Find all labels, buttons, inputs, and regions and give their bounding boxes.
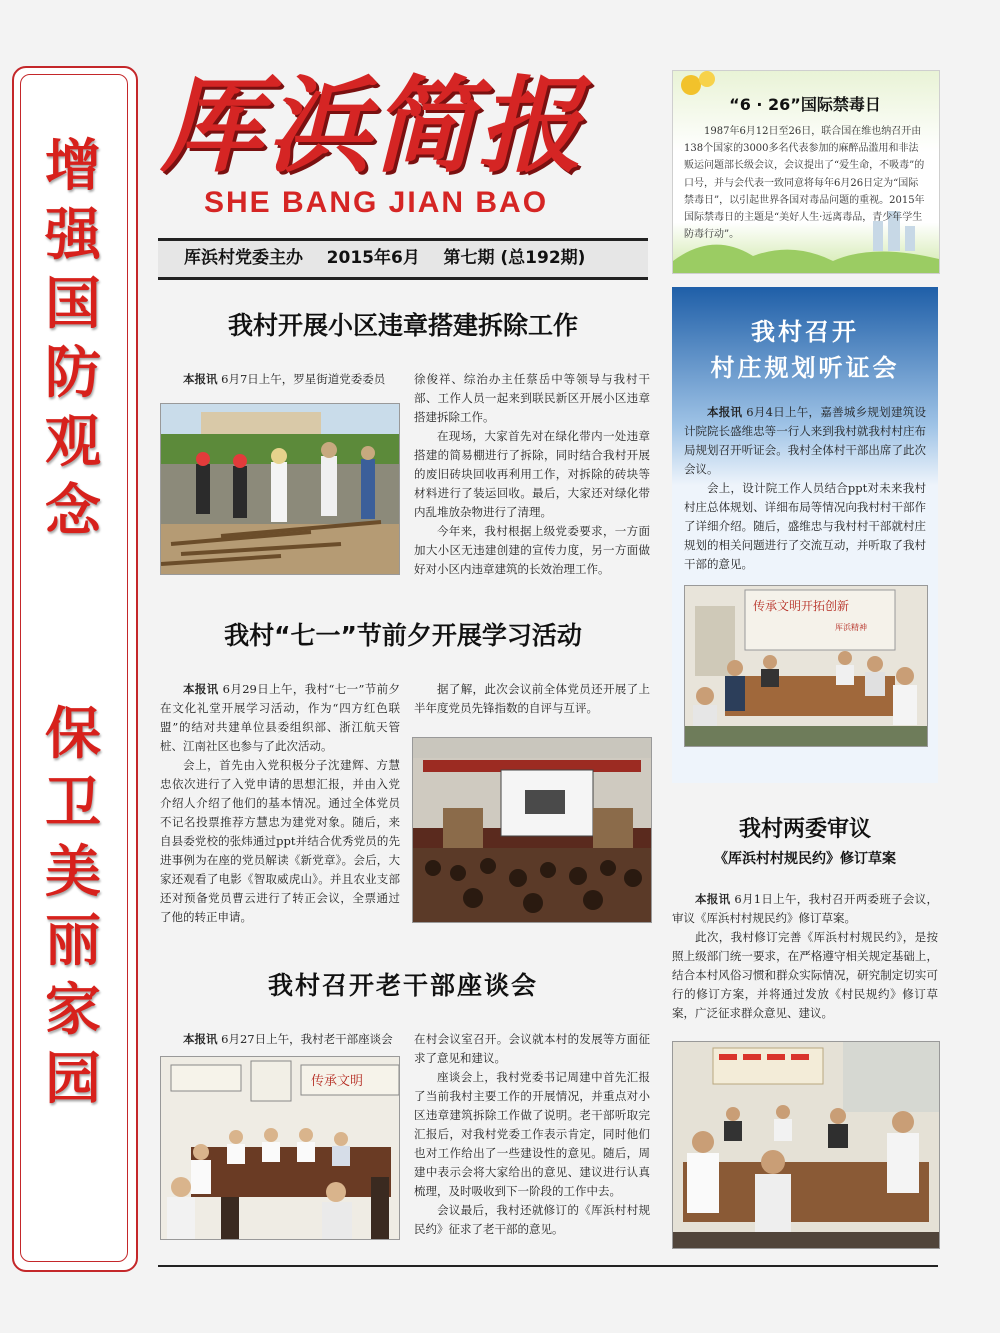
article-1-tag: 本报讯 [183, 372, 218, 386]
article-3-title: 我村召开老干部座谈会 [267, 971, 538, 1000]
article-2-p3: 据了解，此次会议前全体党员还开展了上半年度党员先锋指数的自评与互评。 [414, 682, 650, 715]
article-1-col2 [414, 370, 650, 579]
committee-title: 我村两委审议 [738, 817, 871, 842]
planning-photo-banner: 传承文明开拓创新 [753, 599, 850, 613]
article-2-p1: 6月29日上午，我村“七一”节前夕在文化礼堂开展学习活动，作为“四方红色联盟”的结对共建单位县委组织部、浙江航天管桩、江南社区也参与了此次活动。 [160, 682, 400, 753]
article-2-photo [412, 737, 652, 923]
planning-p2: 会上，设计院工作人员结合ppt对未来我村村庄总体规划、详细布局等情况向我村村干部作了详细介绍。随后，盛维忠与我村村干部就村庄规划的相关问题进行了交流互动，并听取了我村干部的意见。 [684, 481, 926, 571]
bottom-rule [158, 1265, 938, 1267]
article-2-p2: 会上，首先由入党积极分子沈建辉、方慧忠依次进行了入党申请的思想汇报，并由入党介绍人介绍了他们的基本情况。通过全体党员不记名投票推荐方慧忠为建党对象。随后，来自县委党校的张炜通过ppt并结合优秀党员的先进事例为在座的党员解读《新党章》。会后，大家还观看了电影《智取威虎山》。并且农业支部还对预备党员曹云进行了转正会议，全票通过了他的转正申请。 [160, 758, 400, 924]
article-1-p3: 今年来，我村根据上级党委要求，一方面加大小区无违建创建的宣传力度，另一方面做好对小区内违章建筑的长效治理工作。 [414, 524, 650, 576]
article-1-col1: 6月7日上午，罗星街道党委委员 [221, 372, 386, 386]
committee-p1: 6月1日上午，我村召开两委班子会议，审议《厍浜村村规民约》修订草案。 [672, 892, 938, 925]
issue-info: 厍浜村党委主办 2015年6月 第七期 (总192期) [184, 248, 586, 268]
article-1-p1: 徐俊祥、综治办主任蔡岳中等领导与我村干部、工作人员一起来到联民新区开展小区违章搭建拆除工作。 [414, 372, 650, 424]
planning-title-line-1: 我村召开 [751, 318, 859, 346]
article-2-tag: 本报讯 [183, 682, 219, 696]
planning-tag: 本报讯 [707, 405, 743, 419]
article-3-col2 [414, 1030, 650, 1239]
article-3-lead [160, 1030, 400, 1049]
committee-p2: 此次，我村修订完善《厍浜村村规民约》，是按照上级部门统一要求，在严格遵守相关规定基础上，结合本村风俗习惯和群众实际情况，研究制定切实可行的修订方案，并将通过发放《村民规约》修订草案，广泛征求群众意见、建议。 [672, 930, 938, 1020]
article-3-p3: 会议最后，我村还就修订的《厍浜村村规民约》征求了老干部的意见。 [414, 1203, 650, 1236]
committee-tag: 本报讯 [695, 892, 731, 906]
drug-day-text-block [684, 123, 926, 243]
article-2-col1 [160, 680, 400, 927]
slogan-line-2: 保 卫 美 丽 家 园 [45, 702, 101, 1112]
article-1-title: 我村开展小区违章搭建拆除工作 [227, 311, 578, 340]
planning-p1: 6月4日上午，嘉善城乡规划建筑设计院院长盛维忠等一行人来到我村就我村村庄布局规划召开听证会。我村全体村干部出席了此次会议。 [684, 405, 927, 476]
planning-photo-banner-sub: 厍浜精神 [835, 623, 867, 632]
article-1-photo [160, 403, 400, 575]
committee-subtitle: 《厍浜村村规民约》修订草案 [714, 851, 896, 867]
article-3-photo [160, 1056, 400, 1240]
planning-body [684, 403, 926, 574]
planning-title-line-2: 村庄规划听证会 [710, 354, 900, 382]
article-2-title: 我村“七一”节前夕开展学习活动 [224, 621, 582, 650]
article-2-col2 [414, 680, 650, 718]
article-1-lead [160, 370, 400, 389]
committee-photo [672, 1041, 940, 1249]
planning-photo [684, 585, 928, 747]
masthead-pinyin: SHE BANG JIAN BAO [204, 186, 549, 219]
drug-day-title: “6 · 26”国际禁毒日 [729, 95, 881, 114]
article-1-p2: 在现场，大家首先对在绿化带内一处违章搭建的简易棚进行了拆除，同时结合我村开展的废旧砖块回收再利用工作，对拆除的砖块等材料进行了装运回收。最后，大家还对绿化带内乱堆放杂物进行了清理。 [414, 429, 650, 519]
article-3-p1: 在村会议室召开。会议就本村的发展等方面征求了意见和建议。 [414, 1032, 650, 1065]
slogan-line-1: 增 强 国 防 观 念 [45, 134, 101, 544]
committee-body [672, 890, 938, 1023]
article-3-tag: 本报讯 [183, 1032, 218, 1046]
masthead-title: 厍浜简报 [160, 64, 585, 187]
article-3-p2: 座谈会上，我村党委书记周建中首先汇报了当前我村主要工作的开展情况，并重点对小区违章建筑拆除工作做了说明。老干部听取完汇报后，对我村党委工作表示肯定，同时他们也对工作给出了一些建设性的意见。随后，周建中表示会将大家给出的意见、建议进行认真梳理，及时吸收到下一阶段的工作中去。 [414, 1070, 650, 1198]
drug-day-text: 1987年6月12日至26日，联合国在维也纳召开由138个国家的3000多名代表参加的麻醉品滥用和非法贩运问题部长级会议，会议提出了“爱生命，不吸毒”的口号，并与会代表一致同意将每年6月26日定为“国际禁毒日”，以引起世界各国对毒品问题的重视。2015年国际禁毒日的主题是“美好人生·远离毒品，青少年学生防毒行动”。 [684, 126, 925, 241]
article-3-col1: 6月27日上午，我村老干部座谈会 [221, 1032, 393, 1046]
article-3-photo-banner: 传承文明 [311, 1074, 364, 1089]
